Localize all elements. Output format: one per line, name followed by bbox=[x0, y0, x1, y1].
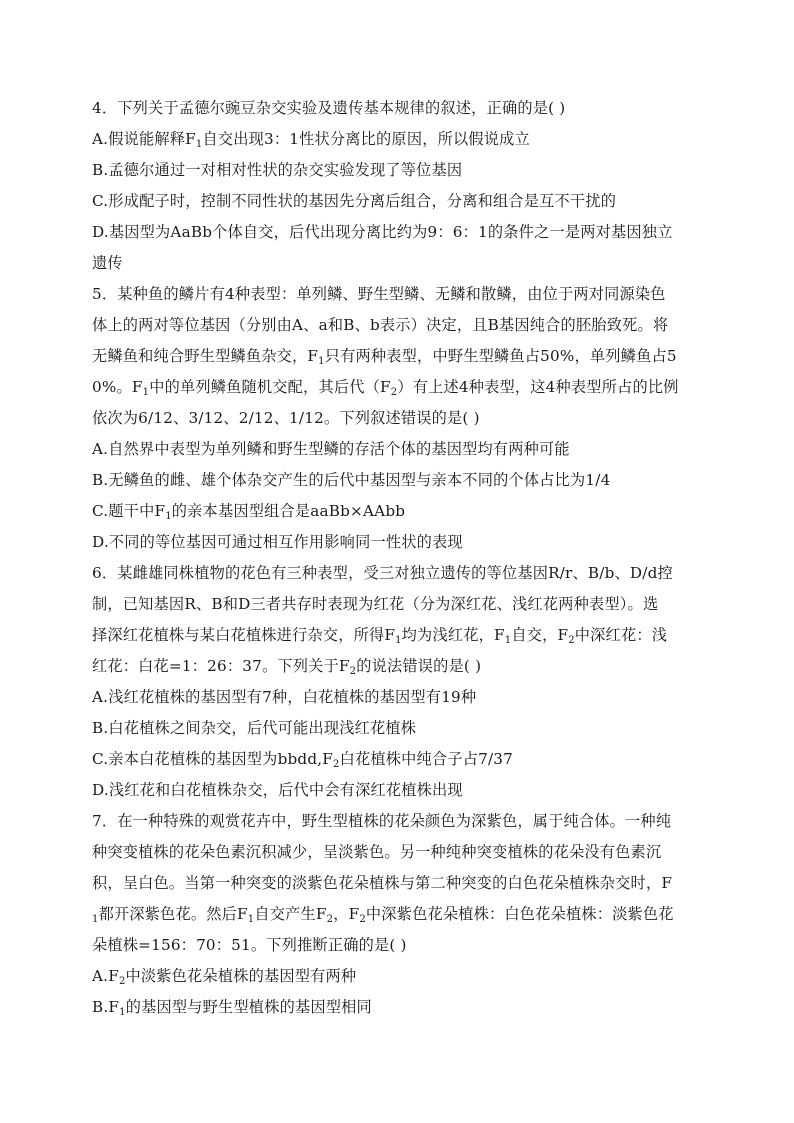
question-line: 体上的两对等位基因（分别由A、a和B、b表示）决定，且B基因纯合的胚胎致死。将 bbox=[92, 316, 669, 334]
question-7 bbox=[92, 806, 712, 1023]
question-line: A.浅红花植株的基因型有7种，白花植株的基因型有19种 bbox=[92, 688, 477, 706]
question-line: 朵植株=156：70：51。下列推断正确的是( ) bbox=[92, 936, 407, 954]
question-line: 5．某种鱼的鳞片有4种表型：单列鳞、野生型鳞、无鳞和散鳞，由位于两对同源染色 bbox=[92, 285, 666, 303]
question-line: D.浅红花和白花植株杂交，后代中会有深红花植株出现 bbox=[92, 781, 463, 799]
question-list bbox=[92, 93, 712, 1023]
question-4 bbox=[92, 93, 712, 279]
question-line: B.白花植株之间杂交，后代可能出现浅红花植株 bbox=[92, 719, 417, 737]
question-line: 红花：白花=1：26：37。下列关于$F_2$的说法错误的是( ) bbox=[92, 657, 482, 677]
question-line: B.无鳞鱼的雌、雄个体杂交产生的后代中基因型与亲本不同的个体占比为1/4 bbox=[92, 471, 611, 489]
question-line: A.自然界中表型为单列鳞和野生型鳞的存活个体的基因型均有两种可能 bbox=[92, 440, 570, 458]
question-line: 无鳞鱼和纯合野生型鳞鱼杂交，$F_1$只有两种表型，中野生型鳞鱼占50%，单列鳞鱼占5 bbox=[92, 347, 677, 367]
question-line: 遗传 bbox=[92, 254, 123, 272]
question-line: 积，呈白色。当第一种突变的淡紫色花朵植株与第二种突变的白色花朵植株杂交时，F bbox=[92, 874, 673, 892]
document-page bbox=[92, 93, 712, 1023]
question-line: $A.F_2$中淡紫色花朵植株的基因型有两种 bbox=[92, 967, 357, 987]
question-line: A.假说能解释$F_1$自交出现3：1性状分离比的原因，所以假说成立 bbox=[92, 130, 530, 150]
question-line: C.亲本白花植株的基因型为$bbdd,F_2$白花植株中纯合子占7/37 bbox=[92, 750, 513, 770]
question-line: D.基因型为AaBb个体自交，后代出现分离比约为9：6：1的条件之一是两对基因独立 bbox=[92, 223, 673, 241]
question-line: B.孟德尔通过一对相对性状的杂交实验发现了等位基因 bbox=[92, 161, 463, 179]
question-line: 0%。$F_1$中的单列鳞鱼随机交配，其后代$(F_2)$有上述4种表型，这4种表型所占的比例 bbox=[92, 378, 679, 398]
question-line: D.不同的等位基因可通过相互作用影响同一性状的表现 bbox=[92, 533, 463, 551]
question-6 bbox=[92, 558, 712, 806]
question-line: 6．某雌雄同株植物的花色有三种表型，受三对独立遗传的等位基因R/r、B/b、D/d控 bbox=[92, 564, 673, 582]
question-line: 择深红花植株与某白花植株进行杂交，所得$F_1$均为浅红花，$F_1$自交，$F_2$中深红花：浅 bbox=[92, 626, 668, 646]
question-line: 种突变植株的花朵色素沉积减少，呈淡紫色。另一种纯种突变植株的花朵没有色素沉 bbox=[92, 843, 662, 861]
question-line: $B.F_1$的基因型与野生型植株的基因型相同 bbox=[92, 998, 372, 1018]
question-line: C.形成配子时，控制不同性状的基因先分离后组合，分离和组合是互不干扰的 bbox=[92, 192, 617, 210]
question-line: 依次为6/12、3/12、2/12、1/12。下列叙述错误的是( ) bbox=[92, 409, 480, 427]
question-line: 4．下列关于孟德尔豌豆杂交实验及遗传基本规律的叙述，正确的是( ) bbox=[92, 99, 566, 117]
question-line: $_1$都开深紫色花。然后$F_1$自交产生$F_2$，$F_2$中深紫色花朵植株：白色花朵植株：淡紫色花 bbox=[92, 905, 674, 925]
question-5 bbox=[92, 279, 712, 558]
question-line: C.题干中$F_1$的亲本基因型组合是aaBb×AAbb bbox=[92, 502, 406, 522]
question-line: 制，已知基因R、B和D三者共存时表现为红花（分为深红花、浅红花两种表型）。选 bbox=[92, 595, 659, 613]
question-line: 7．在一种特殊的观赏花卉中，野生型植株的花朵颜色为深紫色，属于纯合体。一种纯 bbox=[92, 812, 672, 830]
